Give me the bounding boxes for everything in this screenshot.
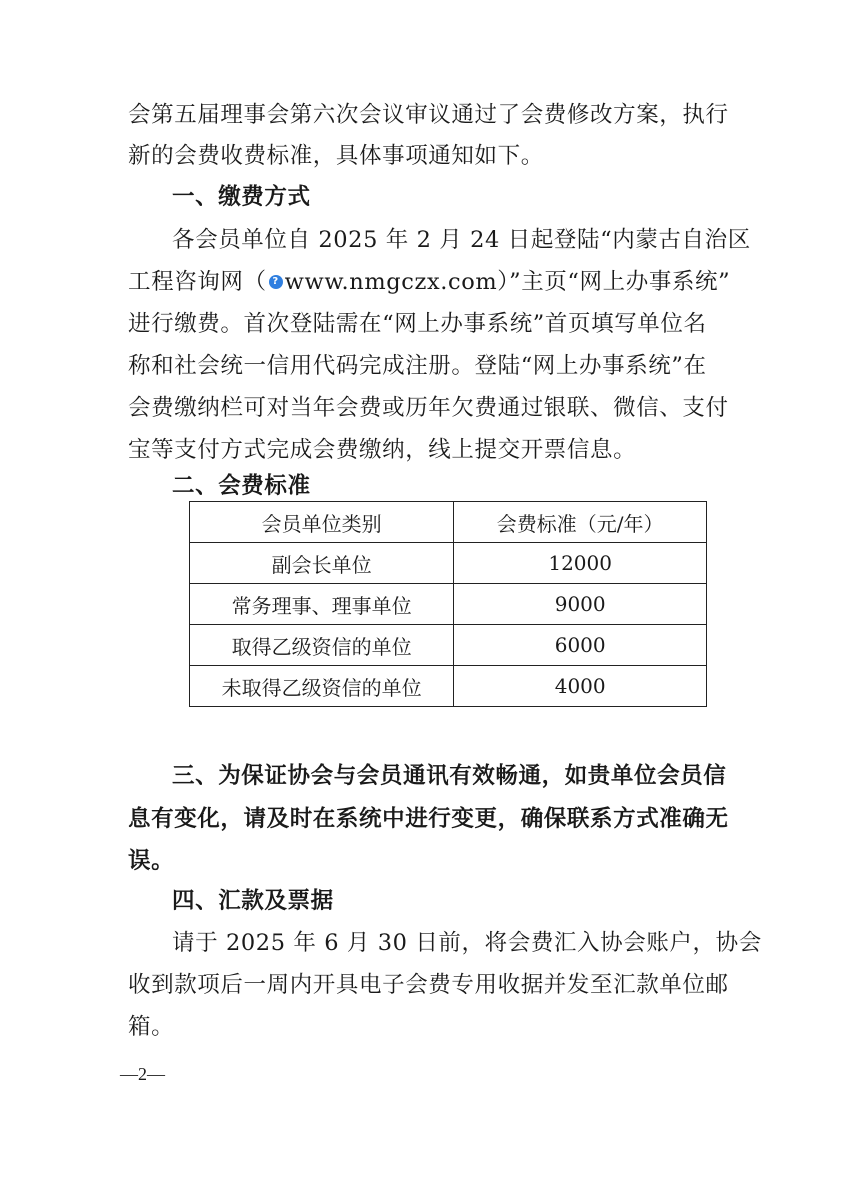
body-text-line: 会费缴纳栏可对当年会费或历年欠费通过银联、微信、支付 [128, 395, 729, 421]
table-cell-fee: 4000 [454, 666, 707, 707]
table-row [190, 584, 707, 625]
website-link-text[interactable]: www.nmgczx.com）”主页“网上办事系统” [284, 269, 731, 295]
table-header-fee-standard: 会费标准（元/年） [454, 502, 707, 543]
body-text-line: 会第五届理事会第六次会议审议通过了会费修改方案，执行 [128, 102, 729, 128]
section-three-text-line: 三、为保证协会与会员通讯有效畅通，如贵单位会员信 [172, 763, 727, 789]
body-text-line-with-link [128, 267, 731, 297]
table-cell-category: 取得乙级资信的单位 [190, 625, 454, 666]
table-row [190, 666, 707, 707]
table-cell-category: 常务理事、理事单位 [190, 584, 454, 625]
page-number: —2— [120, 1064, 165, 1084]
table-header-row [190, 502, 707, 543]
section-heading-payment-method: 一、缴费方式 [172, 184, 311, 210]
body-text-line: 请于 2025 年 6 月 30 日前，将会费汇入协会账户，协会 [172, 930, 762, 956]
table-cell-fee: 6000 [454, 625, 707, 666]
body-text-line: 新的会费收费标准，具体事项通知如下。 [128, 143, 544, 169]
table-row [190, 543, 707, 584]
table-header-member-category: 会员单位类别 [190, 502, 454, 543]
section-three-text-line: 息有变化，请及时在系统中进行变更，确保联系方式准确无 [128, 806, 729, 832]
table-cell-fee: 9000 [454, 584, 707, 625]
body-text-line: 宝等支付方式完成会费缴纳，线上提交开票信息。 [128, 437, 637, 463]
section-heading-remittance: 四、汇款及票据 [172, 888, 334, 914]
section-three-text-line: 误。 [128, 848, 175, 874]
table-cell-category: 副会长单位 [190, 543, 454, 584]
section-heading-fee-standard: 二、会费标准 [172, 473, 311, 499]
link-shield-icon: ? [269, 275, 283, 289]
table-cell-category: 未取得乙级资信的单位 [190, 666, 454, 707]
table-row [190, 625, 707, 666]
body-text-line: 箱。 [128, 1014, 175, 1040]
fee-standard-table [189, 501, 707, 707]
body-text-line: 各会员单位自 2025 年 2 月 24 日起登陆“内蒙古自治区 [172, 227, 751, 253]
body-text-line: 进行缴费。首次登陆需在“网上办事系统”首页填写单位名 [128, 311, 707, 337]
body-text-line: 收到款项后一周内开具电子会费专用收据并发至汇款单位邮 [128, 972, 729, 998]
table-cell-fee: 12000 [454, 543, 707, 584]
body-text-line: 称和社会统一信用代码完成注册。登陆“网上办事系统”在 [128, 353, 707, 379]
body-text-segment: 工程咨询网（ [128, 269, 267, 295]
